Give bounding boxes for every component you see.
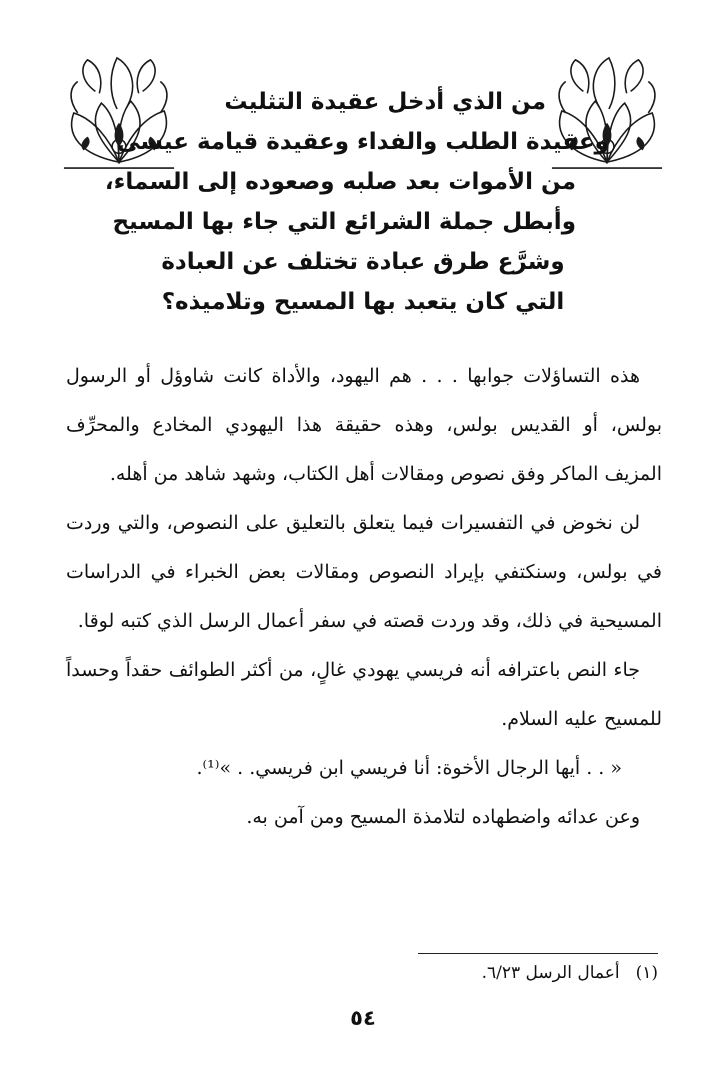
page-number: ٥٤ [350, 1006, 376, 1030]
heading-line: وأبطل جملة الشرائع التي جاء بها المسيح [112, 209, 576, 235]
chapter-heading [104, 82, 609, 322]
footnote-divider [418, 953, 658, 954]
paragraph: هذه التساؤلات جوابها . . . هم اليهود، والأداة كانت شاوؤل أو الرسول بولس، أو القديس بولس، وهذه حقيقة هذا اليهودي المخادع والمحرِّف المزيف الماكر وفق نصوص ومقالات أهل الكتاب، وشهد شاهد من أهله. [66, 365, 662, 485]
heading-line: من الأموات بعد صلبه وصعوده إلى السماء، [104, 169, 576, 195]
footnote [482, 958, 658, 988]
quotation: « . . أيها الرجال الأخوة: أنا فريسي ابن فريسي. . »⁽¹⁾. [196, 757, 622, 779]
heading-line: وعقيدة الطلب والفداء وعقيدة قيامة عيسى [117, 129, 609, 155]
body-text [66, 352, 662, 842]
paragraph: لن نخوض في التفسيرات فيما يتعلق بالتعليق على النصوص، والتي وردت في بولس، وسنكتفي بإيراد النصوص ومقالات بعض الخبراء في الدراسات المسيحية في ذلك، وقد وردت قصته في سفر أعمال الرسل الذي كتبه لوقا. [66, 512, 662, 632]
paragraph: وعن عدائه واضطهاده لتلامذة المسيح ومن آمن به. [246, 806, 640, 828]
heading-line: من الذي أدخل عقيدة التثليث [224, 89, 546, 115]
heading-line: التي كان يتعبد بها المسيح وتلاميذه؟ [161, 289, 565, 315]
footnote-number: (١) [635, 963, 658, 983]
heading-line: وشرَّع طرق عبادة تختلف عن العبادة [161, 249, 565, 275]
paragraph: جاء النص باعترافه أنه فريسي يهودي غالٍ، من أكثر الطوائف حقداً وحسداً للمسيح عليه السلام. [66, 659, 662, 730]
footnote-text: أعمال الرسل ٦/٢٣. [481, 963, 620, 983]
